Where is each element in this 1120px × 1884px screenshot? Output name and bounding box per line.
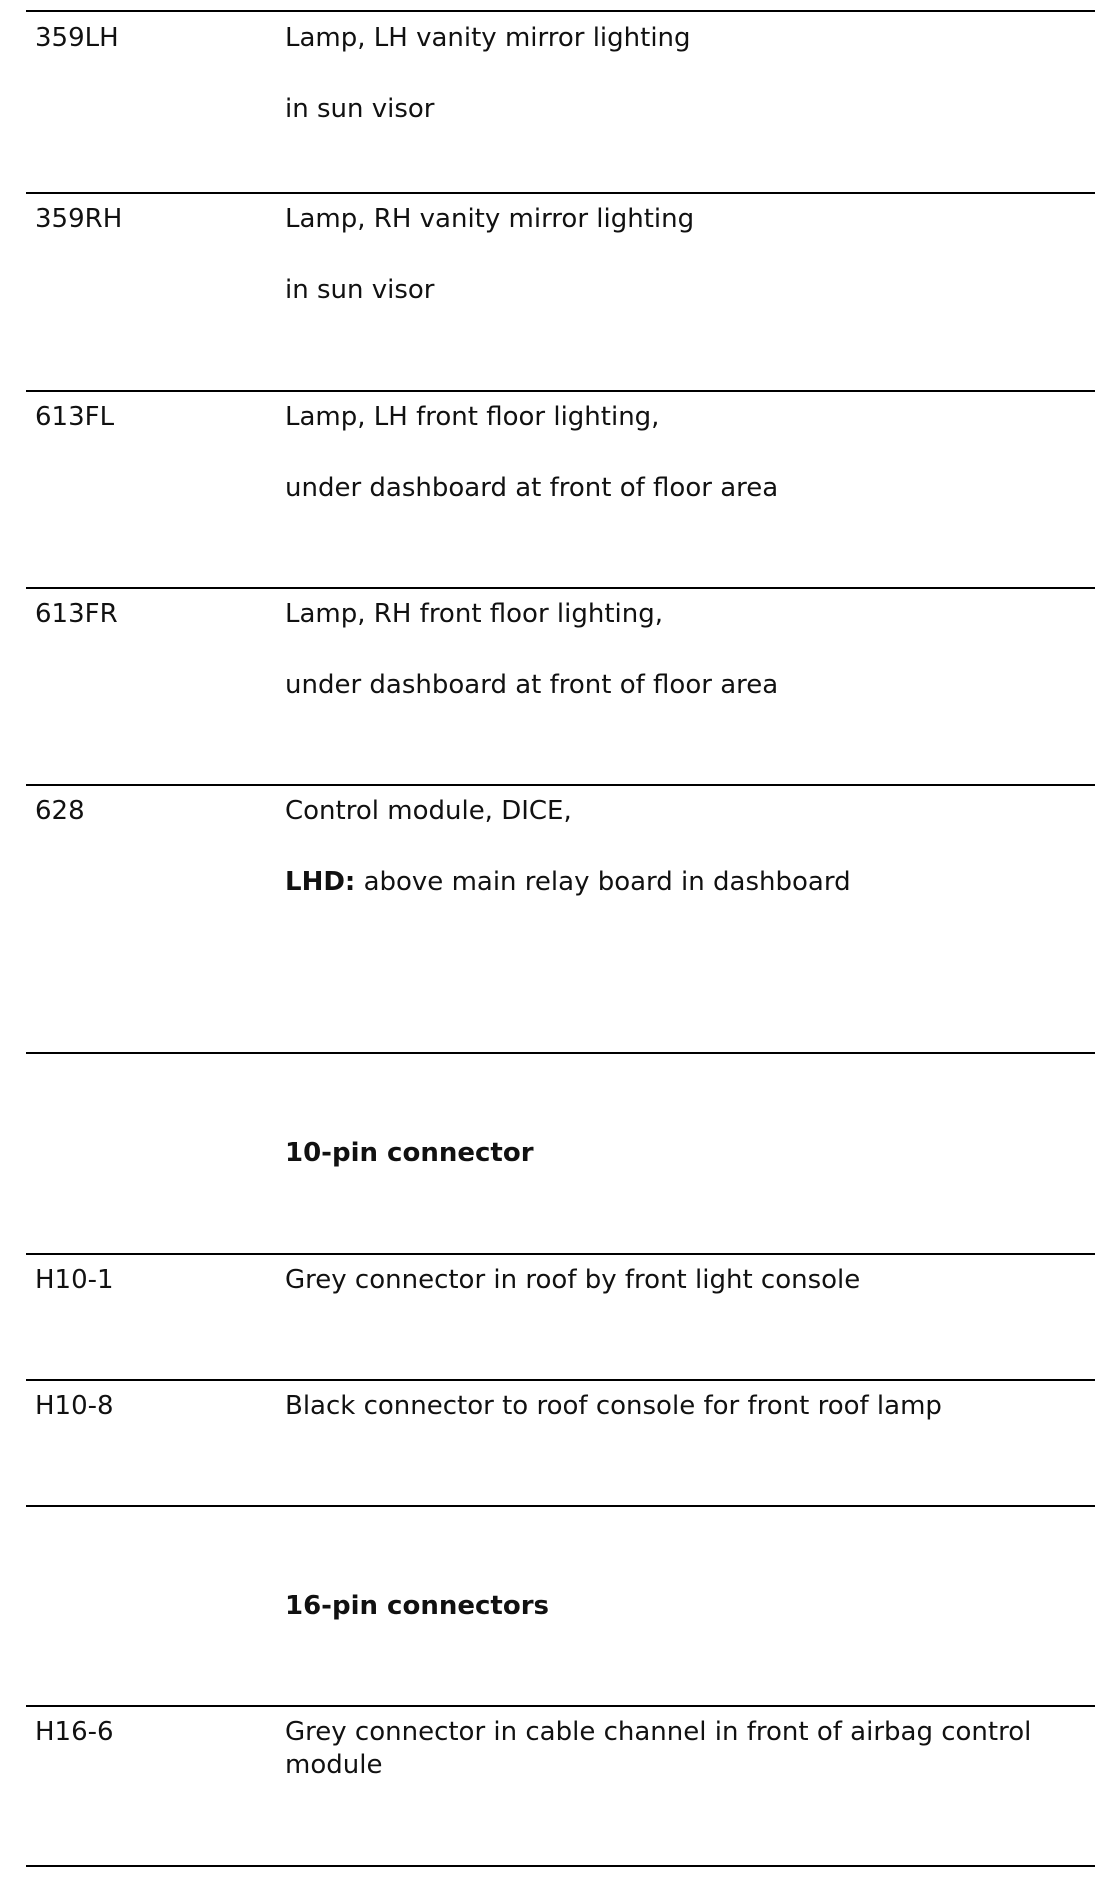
section-heading-10-pin: 10-pin connector bbox=[285, 1138, 534, 1168]
table-divider bbox=[26, 1865, 1095, 1867]
component-description: Control module, DICE, bbox=[285, 796, 572, 826]
table-divider bbox=[26, 1379, 1095, 1381]
table-divider bbox=[26, 1505, 1095, 1507]
connector-code: H10-8 bbox=[35, 1391, 114, 1421]
connector-description: Grey connector in roof by front light console bbox=[285, 1265, 861, 1295]
connector-description: Black connector to roof console for front roof lamp bbox=[285, 1391, 942, 1421]
table-divider bbox=[26, 1705, 1095, 1707]
component-code: 359RH bbox=[35, 204, 123, 234]
table-divider bbox=[26, 390, 1095, 392]
table-divider bbox=[26, 587, 1095, 589]
component-code: 613FL bbox=[35, 402, 115, 432]
drive-type-label: LHD: bbox=[285, 867, 356, 897]
component-location: under dashboard at front of floor area bbox=[285, 670, 779, 700]
table-divider bbox=[26, 784, 1095, 786]
table-divider bbox=[26, 192, 1095, 194]
connector-code: H10-1 bbox=[35, 1265, 114, 1295]
table-divider bbox=[26, 1052, 1095, 1054]
section-heading-16-pin: 16-pin connectors bbox=[285, 1591, 549, 1621]
component-location: in sun visor bbox=[285, 275, 435, 305]
connector-code: H16-6 bbox=[35, 1717, 114, 1747]
connector-description: Grey connector in cable channel in front of airbag control module bbox=[285, 1717, 1032, 1780]
table-divider bbox=[26, 1253, 1095, 1255]
table-divider bbox=[26, 10, 1095, 12]
component-code: 628 bbox=[35, 796, 85, 826]
component-code: 613FR bbox=[35, 599, 118, 629]
component-description: Lamp, RH front floor lighting, bbox=[285, 599, 664, 629]
component-description: Lamp, LH front floor lighting, bbox=[285, 402, 660, 432]
component-description: Lamp, RH vanity mirror lighting bbox=[285, 204, 695, 234]
location-text: above main relay board in dashboard bbox=[355, 867, 851, 897]
component-description: Lamp, LH vanity mirror lighting bbox=[285, 23, 691, 53]
component-location: in sun visor bbox=[285, 94, 435, 124]
component-location bbox=[285, 866, 851, 898]
component-code: 359LH bbox=[35, 23, 119, 53]
component-location: under dashboard at front of floor area bbox=[285, 473, 779, 503]
